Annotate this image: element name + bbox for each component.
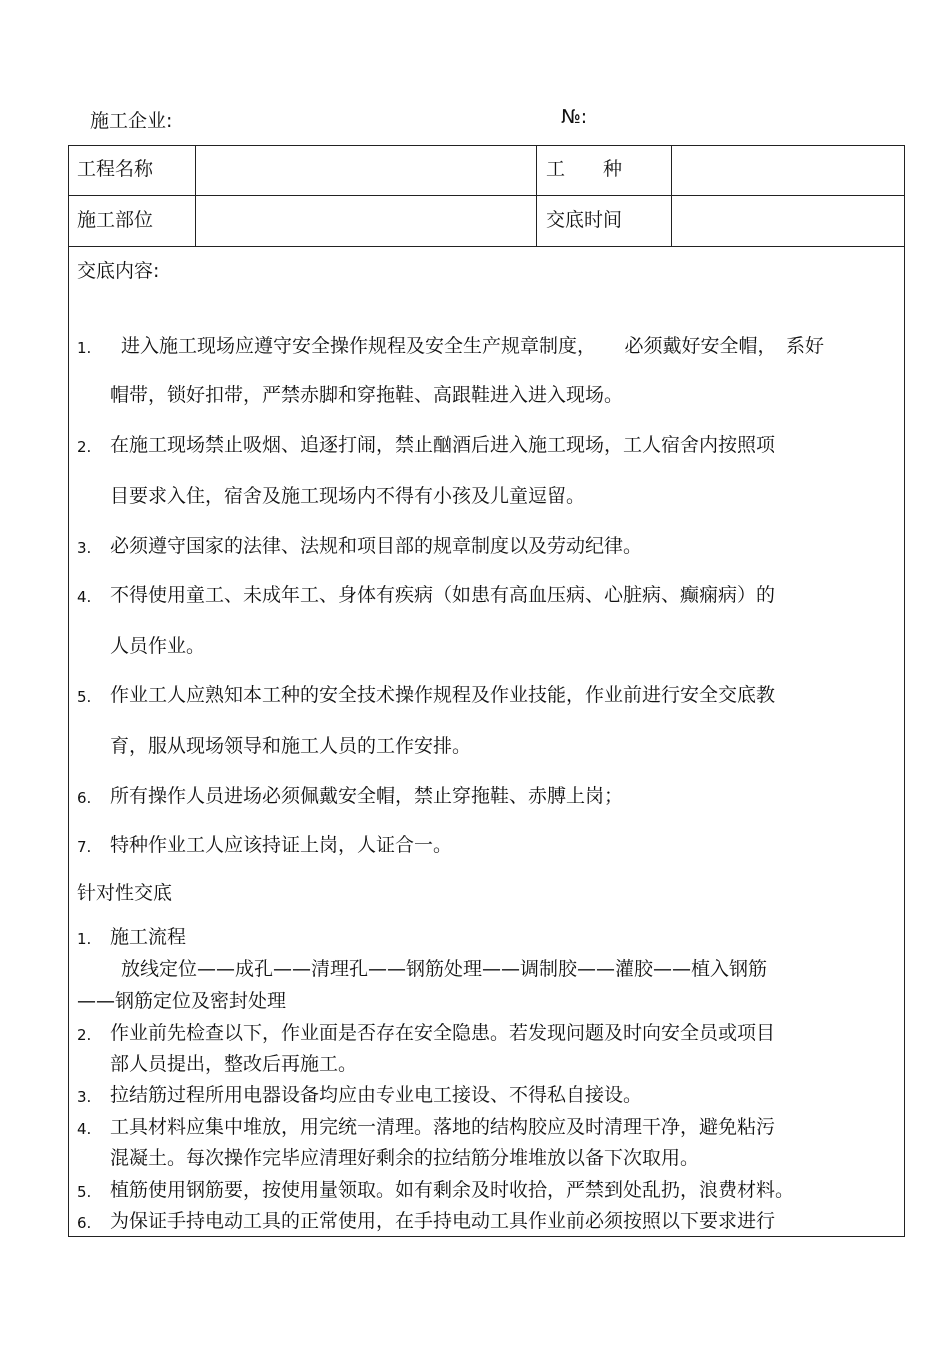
list-item-number: 2. bbox=[77, 438, 92, 456]
list-item-text: 施工流程 bbox=[110, 926, 187, 948]
column-divider bbox=[536, 146, 537, 246]
list-item-text: 拉结筋过程所用电器设备均应由专业电工接设、不得私自接设。 bbox=[110, 1084, 643, 1106]
list-item-text: 所有操作人员进场必须佩戴安全帽，禁止穿拖鞋、赤膊上岗； bbox=[110, 785, 624, 807]
list-item-text: 目要求入住，宿舍及施工现场内不得有小孩及儿童逗留。 bbox=[110, 485, 586, 507]
list-item-text: 帽带，锁好扣带，严禁赤脚和穿拖鞋、高跟鞋进入进入现场。 bbox=[110, 384, 624, 406]
project-name-field[interactable] bbox=[197, 147, 535, 194]
list-item-text: 植筋使用钢筋要，按使用量领取。如有剩余及时收拾，严禁到处乱扔，浪费材料。 bbox=[110, 1179, 795, 1201]
column-divider bbox=[671, 146, 672, 246]
briefing-content bbox=[69, 247, 904, 1236]
list-item-text: 混凝土。每次操作完毕应清理好剩余的拉结筋分堆堆放以备下次取用。 bbox=[110, 1147, 700, 1169]
number-label: №: bbox=[561, 106, 588, 128]
list-item-number: 7. bbox=[77, 838, 92, 856]
trade-field[interactable] bbox=[673, 147, 903, 194]
list-item-number: 6. bbox=[77, 789, 92, 807]
list-item-number: 4. bbox=[77, 588, 92, 606]
list-item-number: 2. bbox=[77, 1026, 92, 1044]
list-item-text: 作业工人应熟知本工种的安全技术操作规程及作业技能，作业前进行安全交底教 bbox=[110, 684, 776, 706]
date-field[interactable] bbox=[673, 197, 903, 245]
trade-label: 工 种 bbox=[546, 158, 623, 180]
column-divider bbox=[195, 146, 196, 246]
list-item-text: 部人员提出，整改后再施工。 bbox=[110, 1053, 358, 1075]
list-item-text: 作业前先检查以下，作业面是否存在安全隐患。若发现问题及时向安全员或项目 bbox=[110, 1022, 776, 1044]
project-name-label: 工程名称 bbox=[77, 158, 154, 180]
process-flow-text: 放线定位——成孔——清理孔——钢筋处理——调制胶——灌胶——植入钢筋 bbox=[121, 958, 768, 980]
location-field[interactable] bbox=[197, 197, 535, 245]
list-item-number: 5. bbox=[77, 1183, 92, 1201]
specific-briefing-title: 针对性交底 bbox=[77, 882, 173, 904]
process-flow-text: ——钢筋定位及密封处理 bbox=[77, 990, 287, 1012]
list-item-text: 不得使用童工、未成年工、身体有疾病（如患有高血压病、心脏病、癫痫病）的 bbox=[110, 584, 776, 606]
list-item-text: 人员作业。 bbox=[110, 635, 206, 657]
list-item-number: 3. bbox=[77, 539, 92, 557]
list-item-number: 4. bbox=[77, 1120, 92, 1138]
list-item-number: 3. bbox=[77, 1088, 92, 1106]
list-item-text: 进入施工现场应遵守安全操作规程及安全生产规章制度， 必须戴好安全帽， 系好 bbox=[121, 335, 825, 357]
list-item-number: 6. bbox=[77, 1214, 92, 1232]
list-item-text: 必须遵守国家的法律、法规和项目部的规章制度以及劳动纪律。 bbox=[110, 535, 643, 557]
location-label: 施工部位 bbox=[77, 209, 154, 231]
list-item-text: 工具材料应集中堆放，用完统一清理。落地的结构胶应及时清理干净，避免粘污 bbox=[110, 1116, 776, 1138]
safety-briefing-form bbox=[68, 145, 905, 1237]
list-item-number: 5. bbox=[77, 688, 92, 706]
date-label: 交底时间 bbox=[546, 209, 623, 231]
content-label: 交底内容: bbox=[77, 260, 160, 282]
list-item-text: 在施工现场禁止吸烟、追逐打闹，禁止酗酒后进入施工现场，工人宿舍内按照项 bbox=[110, 434, 776, 456]
list-item-text: 特种作业工人应该持证上岗，人证合一。 bbox=[110, 834, 453, 856]
list-item-number: 1. bbox=[77, 930, 92, 948]
company-label: 施工企业: bbox=[90, 110, 173, 132]
list-item-number: 1. bbox=[77, 339, 92, 357]
list-item-text: 为保证手持电动工具的正常使用，在手持电动工具作业前必须按照以下要求进行 bbox=[110, 1210, 776, 1232]
list-item-text: 育，服从现场领导和施工人员的工作安排。 bbox=[110, 735, 472, 757]
